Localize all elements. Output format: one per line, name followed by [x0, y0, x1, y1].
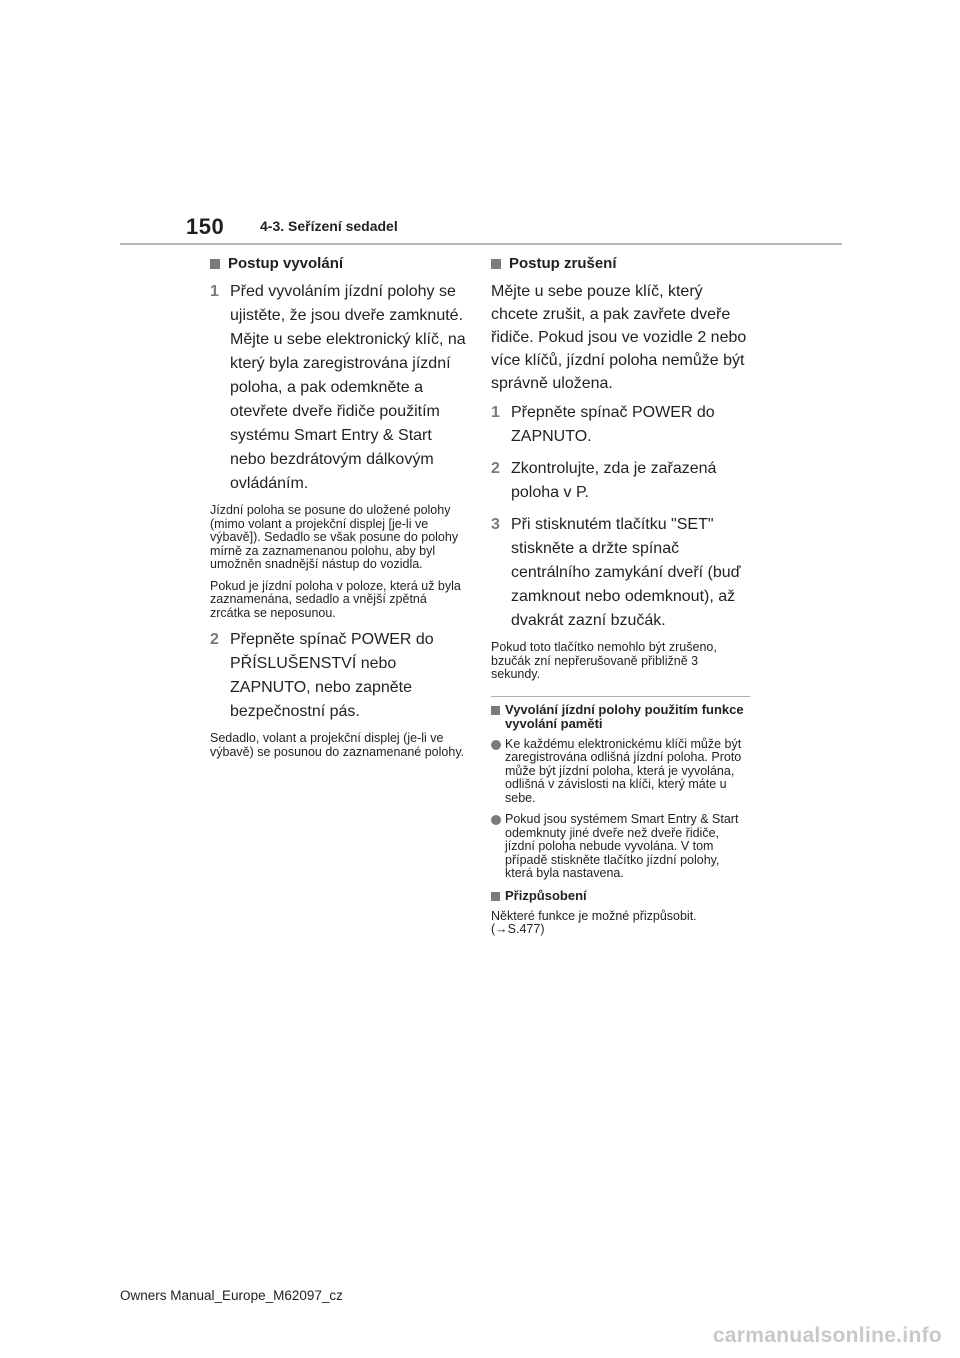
left-column: [210, 254, 468, 767]
right-column: [491, 254, 750, 945]
bullet-item: [491, 813, 750, 881]
round-bullet-icon: [491, 740, 501, 750]
square-bullet-icon: [491, 706, 500, 715]
bullet-text: Ke každému elektronickému klíči může být zaregistrována odlišná jízdní poloha. Proto může být jízdní poloha, která je vyvolána, odlišná v závislosti na klíči, který máte u sebe.: [505, 736, 742, 805]
subheading-customization-text: Přizpůsobení: [505, 887, 587, 903]
bullet-text: Pokud jsou systémem Smart Entry & Start odemknuty jiné dveře než dveře řidiče, jízdní poloha nebude vyvolána. V tom případě stiskněte tlačítko jízdní polohy, která byla nastavena.: [505, 812, 739, 880]
step-text: Zkontrolujte, zda je zařazená poloha v P.: [511, 460, 717, 501]
step-number: 3: [491, 516, 500, 533]
recall-note-2: Pokud je jízdní poloha v poloze, která už byla zaznamenána, sedadlo a vnější zpětná zrcátka se neposunou.: [210, 578, 461, 620]
heading-recall-text: Postup vyvolání: [228, 255, 344, 272]
heading-cancel: [491, 254, 750, 274]
step-text: Před vyvoláním jízdní polohy se ujistěte, že jsou dveře zamknuté. Mějte u sebe elektronický klíč, na který byla zaregistrována jízdní poloha, a pak odemkněte a otevřete dveře řidiče použitím systému Smart Entry & Start nebo bezdrátovým dálkovým ovládáním.: [230, 283, 466, 492]
bullet-item: [491, 738, 750, 806]
recall-note-3: Sedadlo, volant a projekční displej (je-li ve výbavě) se posunou do zaznamenané polohy.: [210, 731, 465, 759]
step-number: 2: [491, 460, 500, 477]
square-bullet-icon: [210, 259, 220, 269]
section-title: 4-3. Seřízení sedadel: [260, 218, 398, 234]
recall-step-2: [210, 628, 468, 724]
heading-cancel-text: Postup zrušení: [509, 255, 617, 272]
cancel-step-3: [491, 513, 750, 633]
heading-recall: [210, 254, 468, 274]
cancel-note: Pokud toto tlačítko nemohlo být zrušeno, bzučák zní nepřerušovaně přibližně 3 sekundy.: [491, 640, 717, 681]
step-text: Při stisknutém tlačítku "SET" stiskněte a držte spínač centrálního zamykání dveří (buď zamknout nebo odemknout), až dvakrát zazní bzučák.: [511, 516, 741, 629]
cancel-intro: Mějte u sebe pouze klíč, který chcete zrušit, a pak zavřete dveře řidiče. Pokud jsou ve vozidle 2 nebo více klíčů, jízdní poloha nemůže být správně uložena.: [491, 283, 747, 392]
cancel-step-2: [491, 457, 750, 505]
square-bullet-icon: [491, 259, 501, 269]
cancel-step-1: [491, 401, 750, 449]
step-number: 1: [210, 283, 219, 300]
step-text: Přepněte spínač POWER do PŘÍSLUŠENSTVÍ nebo ZAPNUTO, nebo zapněte bezpečnostní pás.: [230, 631, 434, 720]
customization-note: Některé funkce je možné přizpůsobit. (→S.477): [491, 908, 697, 936]
footer-text: Owners Manual_Europe_M62097_cz: [120, 1288, 343, 1303]
subheading-memory-recall-text: Vyvolání jízdní polohy použitím funkce vyvolání paměti: [505, 701, 744, 731]
recall-note-1: Jízdní poloha se posune do uložené polohy (mimo volant a projekční displej [je-li ve výbavě]). Sedadlo se však posune do polohy mírně za zaznamenanou polohu, aby byl umožněn snadnější nástup do vozidla.: [210, 503, 459, 571]
square-bullet-icon: [491, 892, 500, 901]
subheading-memory-recall: [491, 703, 750, 731]
page-number: 150: [186, 214, 225, 239]
step-number: 2: [210, 631, 219, 648]
section-divider: [491, 696, 750, 697]
step-text: Přepněte spínač POWER do ZAPNUTO.: [511, 404, 715, 445]
round-bullet-icon: [491, 815, 501, 825]
recall-step-1: [210, 280, 468, 496]
header-rule: [120, 243, 842, 245]
subheading-customization: [491, 889, 750, 903]
step-number: 1: [491, 404, 500, 421]
watermark-logo: carmanualsonline.info: [712, 1324, 942, 1347]
